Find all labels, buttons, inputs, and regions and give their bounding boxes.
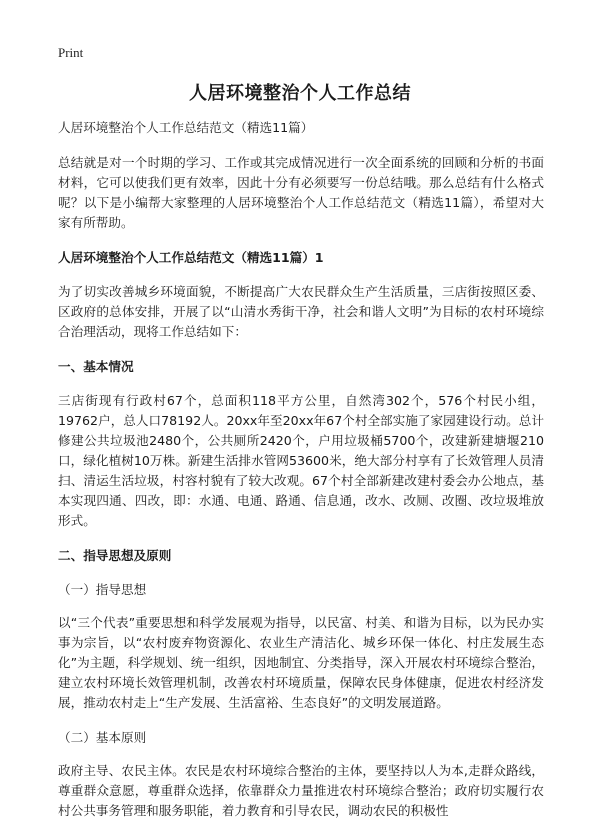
document-subtitle: 人居环境整治个人工作总结范文（精选11篇） bbox=[58, 120, 314, 135]
section-heading: 人居环境整治个人工作总结范文（精选11篇）1 bbox=[58, 250, 324, 265]
paragraph-2: 三店街现有行政村67个，总面积118平方公里，自然湾302个，576个村民小组，19762户，总人口78192人。20xx年至20xx年67个村全部实施了家园建设行动。总计修建公共垃圾池2480个，公共厕所2420个，户用垃圾桶5700个，改建新建塘堰210口，绿化植树10万株。新建生活排水管网53600米，绝大部分村享有了长效管理人员清扫、清运生活垃圾，村容村貌有了较大改观。67个村全部新建改建村委会办公地点，基本实现四通、四改，即：水通、电通、路通、信息通，改水、改厕、改圈、改垃圾堆放形式。 bbox=[58, 393, 544, 528]
subheading-guiding-ideology: （一）指导思想 bbox=[58, 582, 147, 597]
heading-guiding-principles: 二、指导思想及原则 bbox=[58, 548, 172, 563]
paragraph-4: 政府主导、农民主体。农民是农村环境综合整治的主体，要坚持以人为本,走群众路线，尊重群众意愿，尊重群众选择，依靠群众力量推进农村环境综合整治；政府切实履行农村公共事务管理和服务职能，着力教育和引导农民，调动农民的积极性 bbox=[58, 763, 544, 818]
paragraph-1: 为了切实改善城乡环境面貌，不断提高广大农民群众生产生活质量，三店街按照区委、区政府的总体安排，开展了以“山清水秀街干净，社会和谐人文明”为目标的农村环境综合治理活动，现将工作总结如下： bbox=[58, 284, 544, 339]
heading-basic-situation: 一、基本情况 bbox=[58, 359, 134, 374]
paragraph-3: 以“三个代表”重要思想和科学发展观为指导，以民富、村美、和谐为目标，以为民办实事为宗旨，以“农村废弃物资源化、农业生产清洁化、城乡环保一体化、村庄发展生态化”为主题，科学规划、统一组织，因地制宜、分类指导，深入开展农村环境综合整治，建立农村环境长效管理机制，改善农村环境质量，保障农民身体健康，促进农村经济发展，推动农村走上“生产发展、生活富裕、生态良好”的文明发展道路。 bbox=[58, 615, 544, 710]
intro-paragraph: 总结就是对一个时期的学习、工作或其完成情况进行一次全面系统的回顾和分析的书面材料，它可以使我们更有效率，因此十分有必须要写一份总结哦。那么总结有什么格式呢？以下是小编帮大家整理的人居环境整治个人工作总结范文（精选11篇），希望对大家有所帮助。 bbox=[58, 155, 544, 230]
print-label[interactable]: Print bbox=[58, 45, 84, 60]
document-body bbox=[58, 118, 544, 821]
document-title: 人居环境整治个人工作总结 bbox=[189, 83, 411, 104]
subheading-basic-principles: （二）基本原则 bbox=[58, 730, 147, 745]
